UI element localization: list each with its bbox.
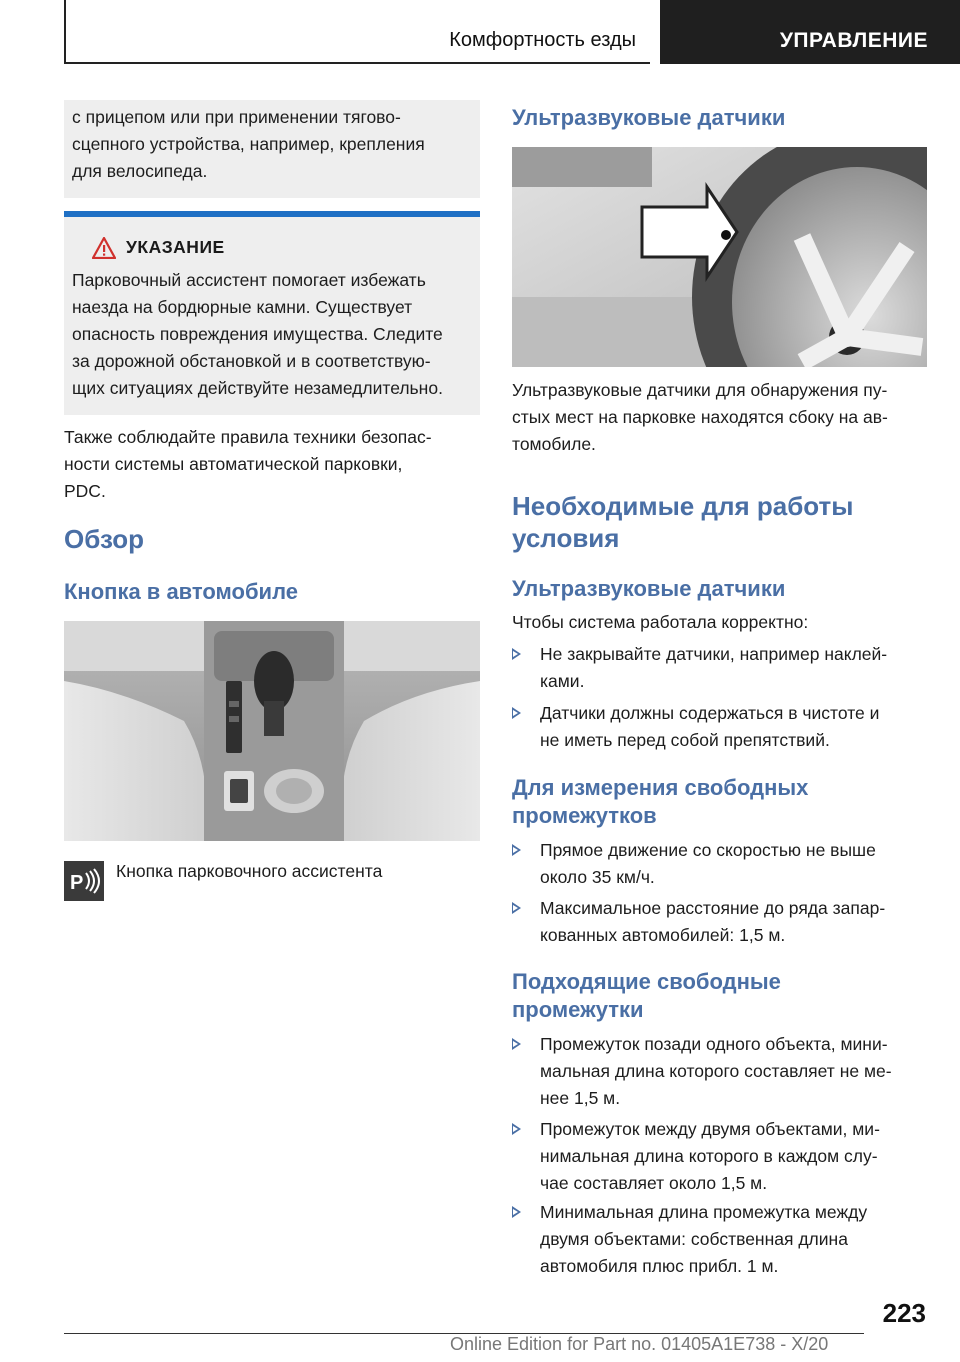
parking-assistant-button-icon: [64, 861, 104, 901]
suitable-heading: [512, 968, 781, 1024]
warning-line: щих ситуациях действуйте незамедлительно.: [72, 378, 443, 398]
paragraph-line: PDC.: [64, 481, 106, 501]
list-item: [512, 895, 932, 949]
warning-triangle-icon: [92, 237, 116, 259]
button-caption: Кнопка парковочного ассистента: [116, 861, 383, 881]
list-item: [512, 641, 932, 695]
paragraph-line: ности системы автоматической парковки,: [64, 454, 403, 474]
text-line: Ультразвуковые датчики для обнаружения пу-: [512, 380, 888, 400]
heading-line: Для измерения свободных: [512, 775, 809, 800]
button-heading: Кнопка в автомобиле: [64, 579, 298, 604]
list-item: [512, 837, 932, 891]
bullet-line: автомобиля плюс прибл. 1 м.: [540, 1256, 779, 1276]
continuation-box: [64, 100, 480, 198]
bullet-line: мальная длина которого составляет не ме-: [540, 1061, 892, 1081]
list-item: [512, 1199, 932, 1280]
pdc-paragraph: [64, 424, 480, 505]
chapter-tab[interactable]: УПРАВЛЕНИЕ: [660, 0, 960, 64]
page-number: 223: [882, 1298, 926, 1328]
heading-line: Необходимые для работы: [512, 491, 854, 521]
bullet-line: Минимальная длина промежутка между: [540, 1202, 868, 1222]
ultrasonic-heading: Ультразвуковые датчики: [512, 105, 786, 130]
paragraph-line: Также соблюдайте правила техники безопас-: [64, 427, 432, 447]
conditions-heading: [512, 490, 853, 554]
bullet-line: чае составляет около 1,5 м.: [540, 1173, 768, 1193]
section-title: Комфортность езды: [449, 29, 636, 51]
bullet-line: около 35 км/ч.: [540, 867, 655, 887]
continuation-line: с прицепом или при применении тягово-: [72, 107, 401, 127]
list-item: [512, 700, 932, 754]
warning-line: наезда на бордюрные камни. Существует: [72, 297, 413, 317]
triangle-bullet-icon: [512, 1038, 521, 1050]
bullet-line: ками.: [540, 671, 585, 691]
triangle-bullet-icon: [512, 707, 521, 719]
bullet-line: не иметь перед собой препятствий.: [540, 730, 830, 750]
bullet-line: нимальная длина которого в каждом слу-: [540, 1146, 878, 1166]
bullet-line: Промежуток позади одного объекта, мини-: [540, 1034, 888, 1054]
heading-line: Подходящие свободные: [512, 969, 781, 994]
edition-footer: Online Edition for Part no. 01405A1E738 - X/20: [450, 1334, 829, 1354]
warning-line: Парковочный ассистент помогает избежать: [72, 270, 426, 290]
text-line: стых мест на парковке находятся сбоку на ав-: [512, 407, 888, 427]
measure-heading: [512, 774, 808, 830]
bullet-line: двумя объектами: собственная длина: [540, 1229, 848, 1249]
heading-line: промежутков: [512, 803, 657, 828]
triangle-bullet-icon: [512, 844, 521, 856]
bullet-line: Промежуток между двумя объектами, ми-: [540, 1119, 880, 1139]
continuation-line: для велосипеда.: [72, 161, 208, 181]
console-photo: [64, 621, 480, 841]
continuation-line: сцепного устройства, например, крепления: [72, 134, 425, 154]
header-bottom-rule: [64, 62, 650, 64]
bullet-line: Не закрывайте датчики, например наклей-: [540, 644, 888, 664]
triangle-bullet-icon: [512, 648, 521, 660]
warning-line: опасность повреждения имущества. Следите: [72, 324, 443, 344]
overview-heading: Обзор: [64, 524, 144, 554]
bullet-line: нее 1,5 м.: [540, 1088, 621, 1108]
conditions-subheading: Ультразвуковые датчики: [512, 576, 786, 601]
list-item: [512, 1116, 932, 1197]
list-item: [512, 1031, 932, 1112]
svg-text:P: P: [70, 872, 84, 894]
bullet-line: кованных автомобилей: 1,5 м.: [540, 925, 786, 945]
warning-title: УКАЗАНИЕ: [126, 237, 225, 257]
triangle-bullet-icon: [512, 1206, 521, 1218]
warning-box: [64, 217, 480, 415]
heading-line: условия: [512, 523, 620, 553]
heading-line: промежутки: [512, 997, 644, 1022]
text-line: томобиле.: [512, 434, 596, 454]
bullet-line: Прямое движение со скоростью не выше: [540, 840, 876, 860]
bullet-line: Максимальное расстояние до ряда запар-: [540, 898, 886, 918]
triangle-bullet-icon: [512, 1123, 521, 1135]
sensor-photo: [512, 147, 927, 367]
bullet-line: Датчики должны содержаться в чистоте и: [540, 703, 880, 723]
warning-line: за дорожной обстановкой и в соответствую-: [72, 351, 431, 371]
conditions-intro: Чтобы система работала корректно:: [512, 612, 809, 632]
triangle-bullet-icon: [512, 902, 521, 914]
ultrasonic-text: [512, 377, 932, 458]
